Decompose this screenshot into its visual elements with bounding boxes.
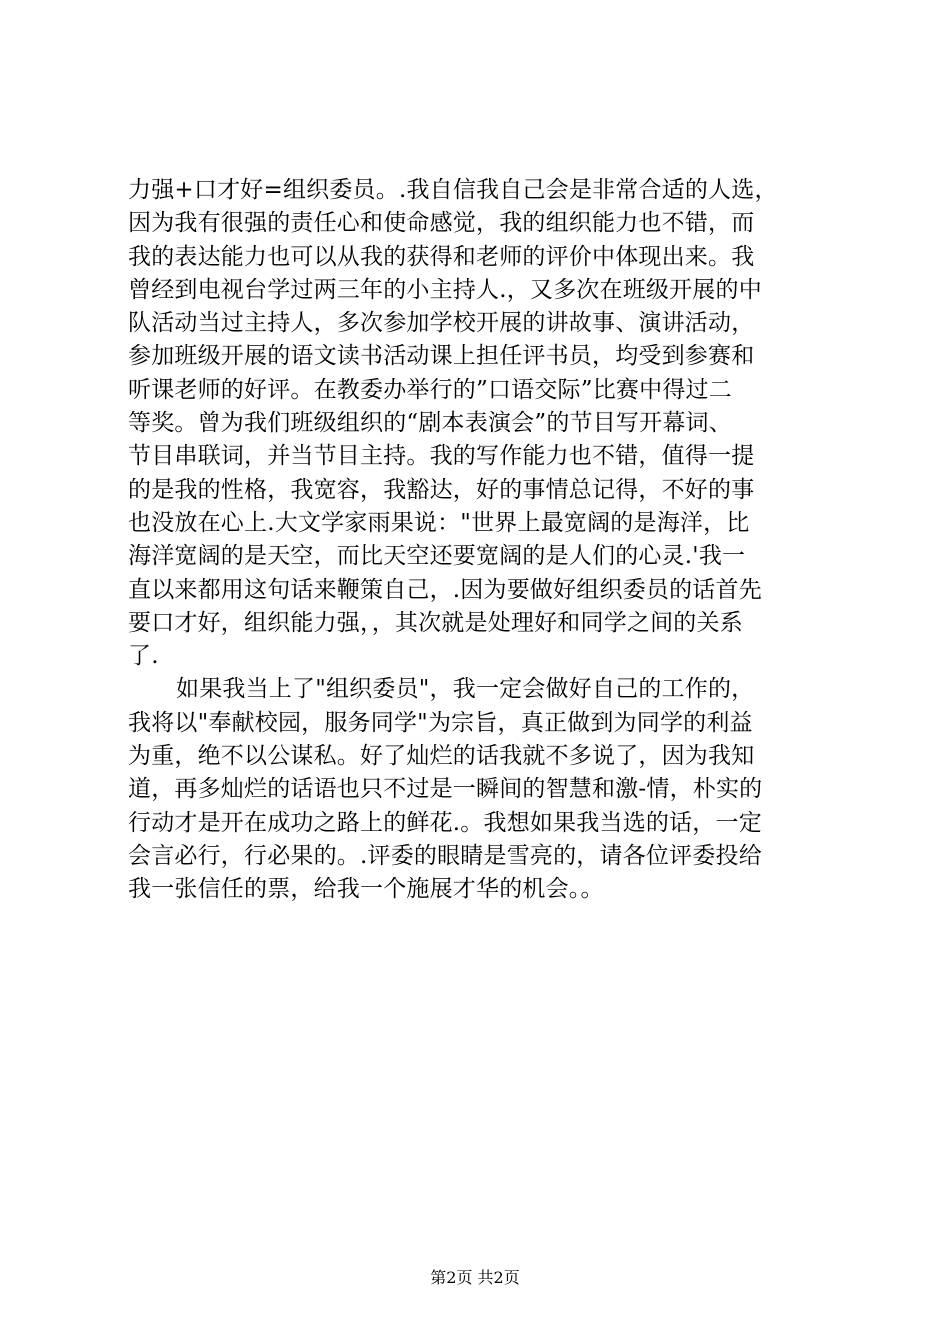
page-footer: 第2页 共2页 xyxy=(430,1268,520,1287)
text-line: 道，再多灿烂的话语也只不过是一瞬间的智慧和激-情，朴实的 xyxy=(128,776,763,803)
text-line: 会言必行，行必果的。.评委的眼睛是雪亮的，请各位评委投给 xyxy=(128,842,762,869)
text-line: 曾经到电视台学过两三年的小主持人.，又多次在班级开展的中 xyxy=(128,276,762,303)
text-line: 节目串联词，并当节目主持。我的写作能力也不错，值得一提 xyxy=(128,443,755,470)
text-line: 行动才是开在成功之路上的鲜花.。我想如果我当选的话，一定 xyxy=(128,809,762,836)
text-line: 也没放在心上.大文学家雨果说："世界上最宽阔的是海洋，比 xyxy=(128,509,750,536)
text-line: 我一张信任的票，给我一个施展才华的机会。。 xyxy=(128,876,604,903)
text-line: 因为我有很强的责任心和使命感觉，我的组织能力也不错，而 xyxy=(128,210,755,237)
text-line: 我的表达能力也可以从我的获得和老师的评价中体现出来。我 xyxy=(128,243,755,270)
text-line: 为重，绝不以公谋私。好了灿烂的话我就不多说了，因为我知 xyxy=(128,743,755,770)
text-line: 队活动当过主持人，多次参加学校开展的讲故事、演讲活动， xyxy=(128,310,755,337)
text-line: 听课老师的好评。在教委办举行的”口语交际”比赛中得过二 xyxy=(128,376,732,403)
text-line: 要口才好，组织能力强，，其次就是处理好和同学之间的关系 xyxy=(128,609,743,636)
text-line: 等奖。曾为我们班级组织的“剧本表演会”的节目写开幕词、 xyxy=(128,410,732,437)
document-body xyxy=(128,174,828,907)
text-line: 的是我的性格，我宽容，我豁达，好的事情总记得，不好的事 xyxy=(128,476,755,503)
text-line: 海洋宽阔的是天空，而比天空还要宽阔的是人们的心灵.'我一 xyxy=(128,543,746,570)
text-line: 力强+口才好=组织委员。.我自信我自己会是非常合适的人选， xyxy=(128,177,778,203)
paragraph-start-line: 如果我当上了"组织委员"，我一定会做好自己的工作的， xyxy=(176,676,755,703)
text-line: 参加班级开展的语文读书活动课上担任评书员，均受到参赛和 xyxy=(128,343,755,370)
text-line: 了. xyxy=(128,643,159,670)
text-line: 直以来都用这句话来鞭策自己，.因为要做好组织委员的话首先 xyxy=(128,576,762,603)
text-line: 我将以"奉献校园，服务同学"为宗旨，真正做到为同学的利益 xyxy=(128,709,753,736)
